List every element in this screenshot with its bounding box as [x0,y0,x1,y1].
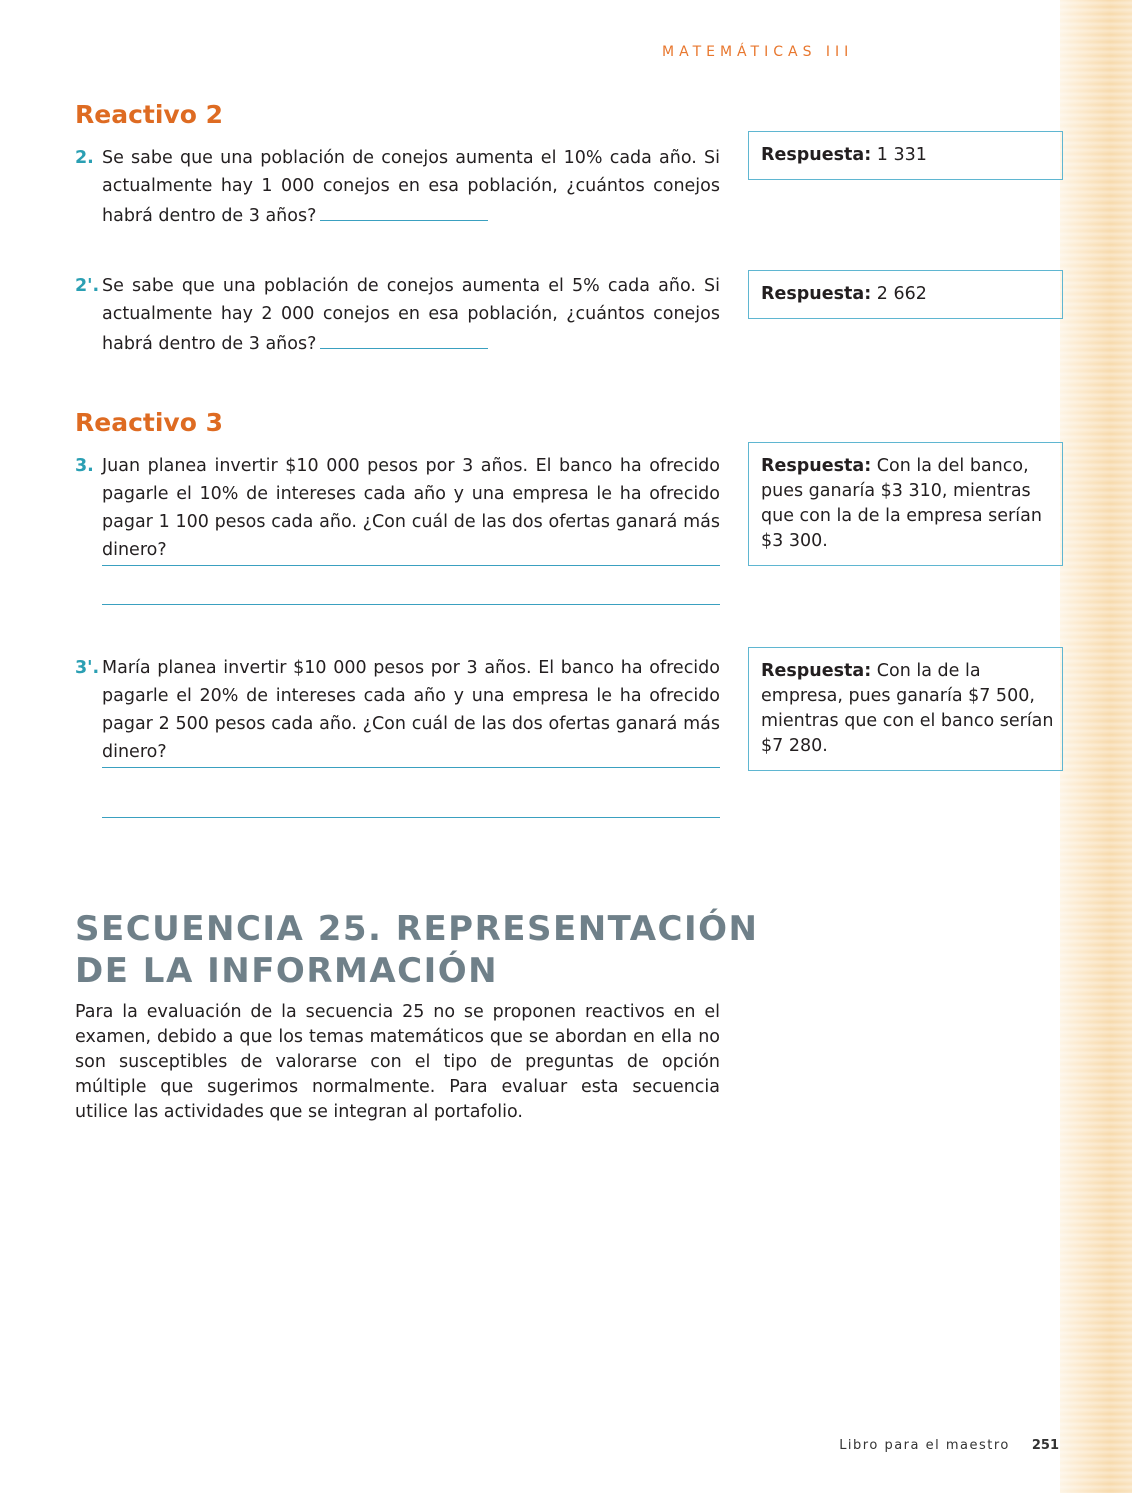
question-number: 3. [75,456,94,476]
answer-box-2-alt [748,270,1063,319]
question-text: Juan planea invertir $10 000 pesos por 3 años. El banco ha ofrecido pagarle el 10% de intereses cada año y una empresa le ha ofrecido pagar 1 100 pesos cada año. ¿Con cuál de las dos ofertas ganará más dinero? [102,456,720,560]
question-number: 2'. [75,276,100,296]
answer-value: 1 331 [876,145,927,165]
answer-blank-line[interactable] [320,328,488,349]
answer-label: Respuesta: [761,456,872,476]
reactivo-2-heading: Reactivo 2 [75,100,223,129]
running-head: MATEMÁTICAS III [662,44,854,60]
answer-box-3 [748,442,1063,566]
page-number: 251 [1031,1438,1059,1453]
reactivo-3-heading: Reactivo 3 [75,408,223,437]
section-paragraph: Para la evaluación de la secuencia 25 no se proponen reactivos en el examen, debido a que los temas matemáticos que se abordan en ella no son susceptibles de valorarse con el tipo de preguntas de opción múltiple que sugerimos normalmente. Para evaluar esta secuencia utilice las actividades que se integran al portafolio. [75,1002,720,1122]
answer-line[interactable] [102,604,720,605]
section-title-line-2: DE LA INFORMACIÓN [75,951,499,991]
question-text: Se sabe que una población de conejos aumenta el 10% cada año. Si actualmente hay 1 000 conejos en esa población, ¿cuántos conejos habrá dentro de 3 años? [102,148,720,226]
answer-box-3-alt [748,647,1063,771]
answer-label: Respuesta: [761,145,872,165]
answer-line[interactable] [102,767,720,768]
question-2-alt [75,272,720,358]
footer-book-title: Libro para el maestro [839,1438,1010,1453]
question-3-alt [75,654,720,766]
section-title [75,908,759,992]
answer-value: 2 662 [876,284,927,304]
answer-value: Con la del banco, pues ganaría $3 310, mientras que con la de la empresa serían $3 300. [761,456,1042,551]
question-2 [75,144,720,230]
answer-box-2 [748,131,1063,180]
question-number: 2. [75,148,94,168]
section-title-line-1: SECUENCIA 25. REPRESENTACIÓN [75,909,759,949]
answer-line[interactable] [102,817,720,818]
answer-label: Respuesta: [761,284,872,304]
page-footer [839,1438,1059,1453]
answer-blank-line[interactable] [320,200,488,221]
answer-line[interactable] [102,565,720,566]
question-number: 3'. [75,658,100,678]
answer-label: Respuesta: [761,661,872,681]
question-text: Se sabe que una población de conejos aumenta el 5% cada año. Si actualmente hay 2 000 conejos en esa población, ¿cuántos conejos habrá dentro de 3 años? [102,276,720,354]
answer-value: Con la de la empresa, pues ganaría $7 500, mientras que con el banco serían $7 280. [761,661,1054,756]
question-3 [75,452,720,564]
decorative-side-stripe [1060,0,1132,1493]
question-text: María planea invertir $10 000 pesos por 3 años. El banco ha ofrecido pagarle el 20% de intereses cada año y una empresa le ha ofrecido pagar 2 500 pesos cada año. ¿Con cuál de las dos ofertas ganará más dinero? [102,658,720,762]
